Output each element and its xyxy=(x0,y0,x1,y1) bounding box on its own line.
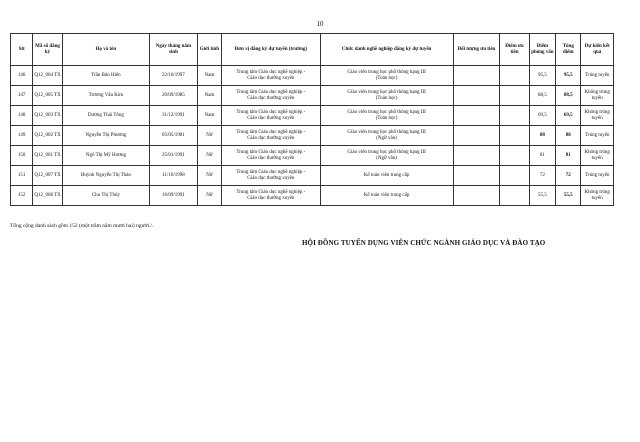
cell-stt: 150 xyxy=(11,146,33,166)
cell-stt: 149 xyxy=(11,126,33,146)
header-name: Họ và tên xyxy=(62,34,149,66)
title-line-1: Giáo viên trung học phổ thông hạng III xyxy=(347,89,426,95)
cell-gender: Nữ xyxy=(197,126,221,146)
cell-unit xyxy=(222,66,320,86)
cell-title xyxy=(320,106,453,126)
table-row xyxy=(11,106,614,126)
page-number: 10 xyxy=(316,20,324,28)
cell-unit xyxy=(222,166,320,186)
cell-result: Trúng tuyển xyxy=(581,166,614,186)
total-note: Tổng cộng danh sách gồm 152 (một trăm năm mươi hai) người./. xyxy=(10,223,154,229)
table-row xyxy=(11,86,614,106)
cell-title xyxy=(320,86,453,106)
cell-name: Nguyễn Thị Phương xyxy=(62,126,149,146)
cell-code: Q12_005 TX xyxy=(33,86,62,106)
cell-title xyxy=(320,126,453,146)
header-unit: Đơn vị đăng ký dự tuyển (trường) xyxy=(222,34,320,66)
unit-line-2: Giáo dục thường xuyên xyxy=(247,75,295,81)
cell-dob: 11/10/1998 xyxy=(150,166,198,186)
cell-result: Không trúng tuyển xyxy=(581,86,614,106)
cell-stt: 152 xyxy=(11,186,33,206)
cell-priority-points xyxy=(500,126,529,146)
cell-interview: 88 xyxy=(529,126,555,146)
unit-line-1: Trung tâm Giáo dục nghề nghiệp - xyxy=(236,89,306,95)
header-priority-points: Điểm ưu tiên xyxy=(500,34,529,66)
cell-dob: 22/10/1997 xyxy=(150,66,198,86)
header-dob: Ngày tháng năm sinh xyxy=(150,34,198,66)
cell-dob: 20/09/1985 xyxy=(150,86,198,106)
cell-stt: 146 xyxy=(11,66,33,86)
council-title: HỘI ĐỒNG TUYỂN DỤNG VIÊN CHỨC NGÀNH GIÁO DỤC VÀ ĐÀO TẠO xyxy=(302,239,546,247)
header-interview: Điểm phỏng vấn xyxy=(529,34,555,66)
title-line-1: Giáo viên trung học phổ thông hạng III xyxy=(347,129,426,135)
results-table xyxy=(10,33,614,206)
cell-gender: Nữ xyxy=(197,166,221,186)
cell-priority-subject xyxy=(453,86,500,106)
cell-name: Ngô Thị Mỹ Hương xyxy=(62,146,149,166)
cell-gender: Nam xyxy=(197,86,221,106)
cell-priority-points xyxy=(500,146,529,166)
cell-code: Q12_003 TX xyxy=(33,106,62,126)
cell-gender: Nữ xyxy=(197,186,221,206)
cell-title xyxy=(320,186,453,206)
cell-interview: 72 xyxy=(529,166,555,186)
header-total: Tổng điểm xyxy=(556,34,581,66)
unit-line-2: Giáo dục thường xuyên xyxy=(247,195,295,201)
table-row xyxy=(11,186,614,206)
cell-priority-subject xyxy=(453,106,500,126)
cell-priority-subject xyxy=(453,146,500,166)
cell-name: Chu Thị Thúy xyxy=(62,186,149,206)
cell-name: Trương Văn Kim xyxy=(62,86,149,106)
unit-line-2: Giáo dục thường xuyên xyxy=(247,175,295,181)
unit-line-2: Giáo dục thường xuyên xyxy=(247,115,295,121)
cell-priority-points xyxy=(500,186,529,206)
cell-priority-points xyxy=(500,106,529,126)
header-result: Dự kiến kết quả xyxy=(581,34,614,66)
cell-result: Trúng tuyển xyxy=(581,126,614,146)
cell-unit xyxy=(222,106,320,126)
cell-total: 88,5 xyxy=(556,86,581,106)
table-row xyxy=(11,166,614,186)
title-line-1: Giáo viên trung học phổ thông hạng III xyxy=(347,149,426,155)
cell-total: 69,5 xyxy=(556,106,581,126)
cell-name: Dương Thái Tông xyxy=(62,106,149,126)
title-line-1: Kế toán viên trung cấp xyxy=(363,192,410,198)
title-line-2: (Ngữ văn) xyxy=(376,155,397,161)
title-line-2: (Toán học) xyxy=(375,95,398,101)
cell-code: Q12_004 TX xyxy=(33,66,62,86)
header-code: Mã số đăng ký xyxy=(33,34,62,66)
title-line-1: Kế toán viên trung cấp xyxy=(363,172,410,178)
header-gender: Giới tính xyxy=(197,34,221,66)
cell-total: 81 xyxy=(556,146,581,166)
unit-line-2: Giáo dục thường xuyên xyxy=(247,135,295,141)
table-header-row xyxy=(11,34,614,66)
cell-total: 55,5 xyxy=(556,186,581,206)
cell-gender: Nam xyxy=(197,106,221,126)
cell-result: Không trúng tuyển xyxy=(581,146,614,166)
cell-total: 88 xyxy=(556,126,581,146)
cell-priority-points xyxy=(500,86,529,106)
cell-priority-subject xyxy=(453,126,500,146)
cell-code: Q12_007 TX xyxy=(33,166,62,186)
cell-code: Q12_008 TX xyxy=(33,186,62,206)
cell-unit xyxy=(222,126,320,146)
cell-total: 72 xyxy=(556,166,581,186)
cell-title xyxy=(320,66,453,86)
unit-line-1: Trung tâm Giáo dục nghề nghiệp - xyxy=(236,109,306,115)
cell-unit xyxy=(222,86,320,106)
cell-interview: 88,5 xyxy=(529,86,555,106)
cell-stt: 147 xyxy=(11,86,33,106)
cell-name: Huỳnh Nguyễn Thị Thảo xyxy=(62,166,149,186)
cell-total: 95,5 xyxy=(556,66,581,86)
cell-priority-points xyxy=(500,166,529,186)
cell-dob: 16/09/1991 xyxy=(150,186,198,206)
cell-name: Trần Bảo Hiên xyxy=(62,66,149,86)
cell-interview: 81 xyxy=(529,146,555,166)
unit-line-1: Trung tâm Giáo dục nghề nghiệp - xyxy=(236,149,306,155)
cell-dob: 25/01/1991 xyxy=(150,146,198,166)
cell-priority-subject xyxy=(453,66,500,86)
cell-code: Q12_001 TX xyxy=(33,146,62,166)
title-line-2: (Toán học) xyxy=(375,75,398,81)
cell-unit xyxy=(222,186,320,206)
cell-code: Q12_002 TX xyxy=(33,126,62,146)
title-line-2: (Ngữ văn) xyxy=(376,135,397,141)
cell-priority-subject xyxy=(453,186,500,206)
header-priority-subject: Đối tượng ưu tiên xyxy=(453,34,500,66)
cell-unit xyxy=(222,146,320,166)
unit-line-1: Trung tâm Giáo dục nghề nghiệp - xyxy=(236,69,306,75)
cell-result: Trúng tuyển xyxy=(581,66,614,86)
cell-dob: 31/12/1991 xyxy=(150,106,198,126)
title-line-1: Giáo viên trung học phổ thông hạng III xyxy=(347,109,426,115)
cell-interview: 95,5 xyxy=(529,66,555,86)
table-row xyxy=(11,66,614,86)
cell-stt: 151 xyxy=(11,166,33,186)
cell-title xyxy=(320,146,453,166)
cell-result: Không trúng tuyển xyxy=(581,106,614,126)
cell-result: Không trúng tuyển xyxy=(581,186,614,206)
unit-line-2: Giáo dục thường xuyên xyxy=(247,155,295,161)
cell-priority-subject xyxy=(453,166,500,186)
cell-stt: 148 xyxy=(11,106,33,126)
header-stt: Stt xyxy=(11,34,33,66)
unit-line-1: Trung tâm Giáo dục nghề nghiệp - xyxy=(236,169,306,175)
cell-interview: 55,5 xyxy=(529,186,555,206)
title-line-2: (Toán học) xyxy=(375,115,398,121)
cell-interview: 69,5 xyxy=(529,106,555,126)
unit-line-1: Trung tâm Giáo dục nghề nghiệp - xyxy=(236,129,306,135)
table-row xyxy=(11,126,614,146)
cell-title xyxy=(320,166,453,186)
cell-gender: Nam xyxy=(197,66,221,86)
unit-line-1: Trung tâm Giáo dục nghề nghiệp - xyxy=(236,189,306,195)
header-title: Chức danh nghề nghiệp đăng ký dự tuyển xyxy=(320,34,453,66)
table-row xyxy=(11,146,614,166)
cell-dob: 05/05/1981 xyxy=(150,126,198,146)
cell-priority-points xyxy=(500,66,529,86)
cell-gender: Nữ xyxy=(197,146,221,166)
title-line-1: Giáo viên trung học phổ thông hạng III xyxy=(347,69,426,75)
unit-line-2: Giáo dục thường xuyên xyxy=(247,95,295,101)
